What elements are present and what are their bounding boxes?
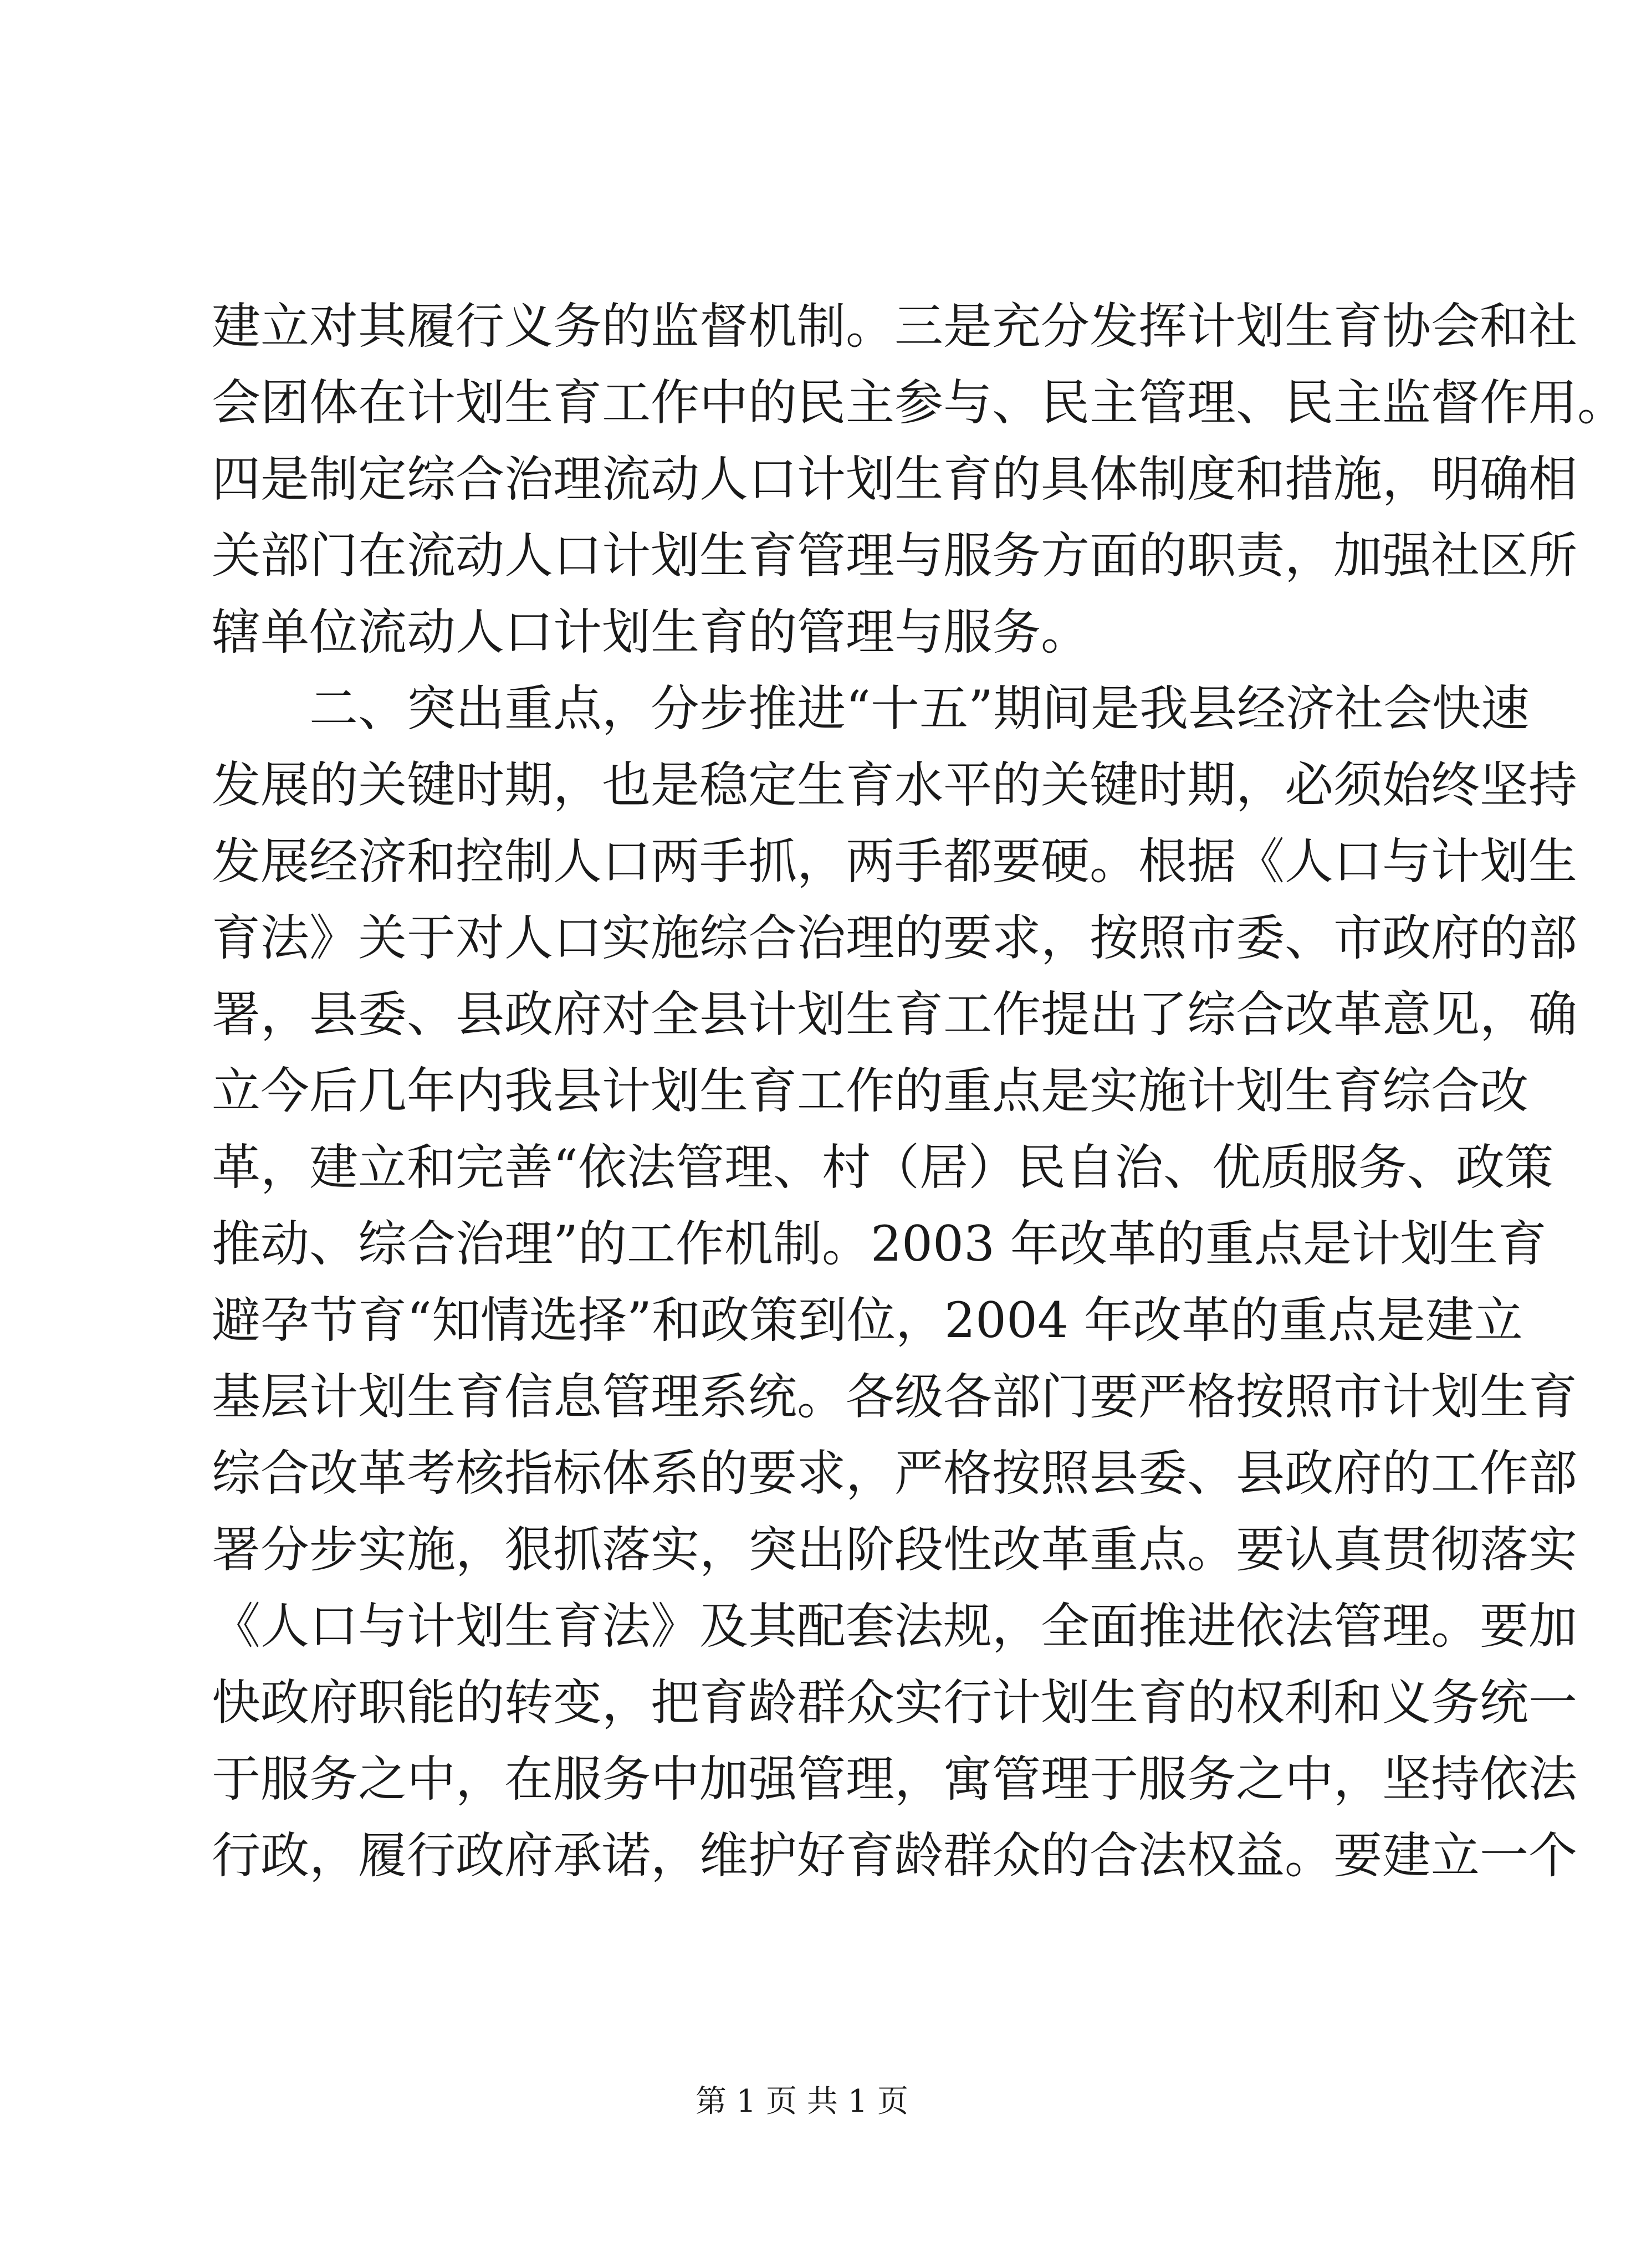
text-line: 基层计划生育信息管理系统。各级各部门要严格按照市计划生育	[212, 1368, 1578, 1425]
text-line: 综合改革考核指标体系的要求，严格按照县委、县政府的工作部	[212, 1445, 1578, 1502]
paragraph-start-line: 二、突出重点，分步推进“十五”期间是我县经济社会快速	[309, 680, 1530, 737]
body-text	[212, 288, 1626, 1894]
text-line: 避孕节育“知情选择”和政策到位，2004 年改革的重点是建立	[212, 1292, 1523, 1349]
text-line: 署分步实施，狠抓落实，突出阶段性改革重点。要认真贯彻落实	[212, 1521, 1578, 1578]
text-line: 革，建立和完善“依法管理、村（居）民自治、优质服务、政策	[212, 1139, 1553, 1196]
text-line: 立今后几年内我县计划生育工作的重点是实施计划生育综合改	[212, 1062, 1529, 1119]
text-line: 辖单位流动人口计划生育的管理与服务。	[212, 603, 1090, 661]
text-line: 署，县委、县政府对全县计划生育工作提出了综合改革意见，确	[212, 986, 1578, 1043]
text-line: 《人口与计划生育法》及其配套法规，全面推进依法管理。要加	[212, 1598, 1578, 1655]
text-line: 育法》关于对人口实施综合治理的要求，按照市委、市政府的部	[212, 909, 1578, 966]
text-line: 会团体在计划生育工作中的民主参与、民主管理、民主监督作用。	[212, 374, 1626, 431]
text-line: 发展的关键时期，也是稳定生育水平的关键时期，必须始终坚持	[212, 756, 1578, 813]
text-line: 建立对其履行义务的监督机制。三是充分发挥计划生育协会和社	[212, 298, 1578, 355]
text-line: 推动、综合治理”的工作机制。2003 年改革的重点是计划生育	[212, 1215, 1547, 1272]
text-line: 行政，履行政府承诺，维护好育龄群众的合法权益。要建立一个	[212, 1827, 1578, 1884]
text-line: 于服务之中，在服务中加强管理，寓管理于服务之中，坚持依法	[212, 1750, 1578, 1808]
text-line: 关部门在流动人口计划生育管理与服务方面的职责，加强社区所	[212, 527, 1578, 584]
page-footer: 第 1 页 共 1 页	[695, 2083, 909, 2119]
text-line: 发展经济和控制人口两手抓，两手都要硬。根据《人口与计划生	[212, 833, 1578, 890]
text-line: 四是制定综合治理流动人口计划生育的具体制度和措施，明确相	[212, 450, 1578, 508]
text-line: 快政府职能的转变，把育龄群众实行计划生育的权利和义务统一	[212, 1674, 1578, 1731]
